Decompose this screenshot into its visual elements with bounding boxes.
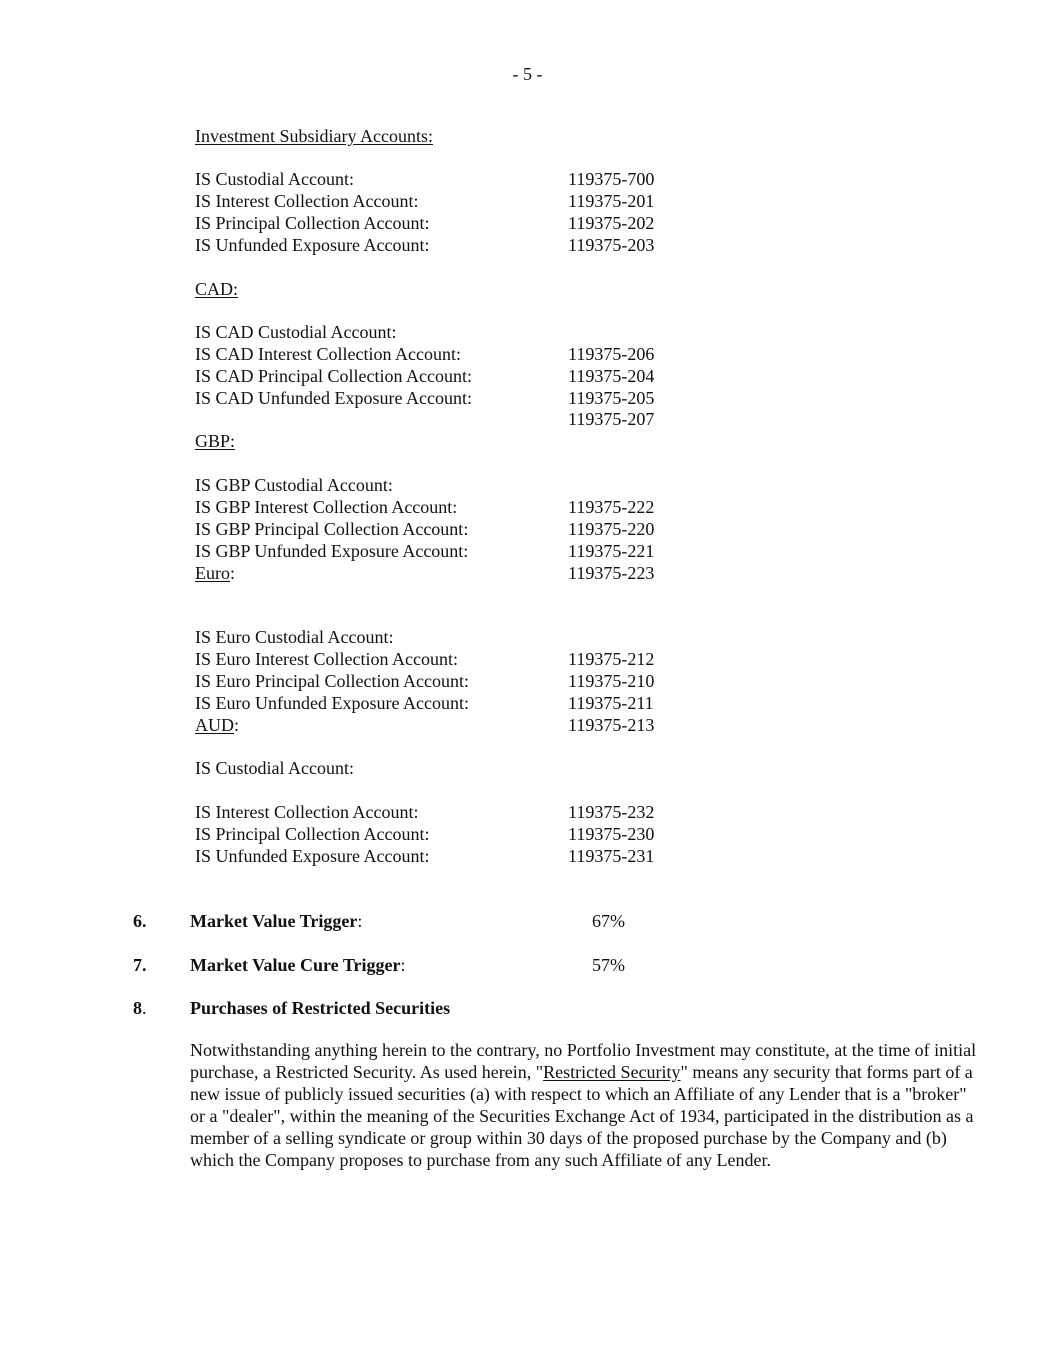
account-label: IS Principal Collection Account: bbox=[195, 824, 430, 844]
section-8-number bbox=[133, 997, 147, 1019]
investment-subsidiary-heading: Investment Subsidiary Accounts: bbox=[195, 126, 433, 146]
account-number: 119375-204 bbox=[568, 366, 655, 386]
account-number: 119375-212 bbox=[568, 649, 655, 669]
account-label: IS Unfunded Exposure Account: bbox=[195, 846, 430, 866]
section-6-title-text: Market Value Trigger bbox=[190, 911, 358, 931]
euro-heading-text: Euro bbox=[195, 563, 230, 583]
account-number: 119375-211 bbox=[568, 693, 654, 713]
section-7-title-colon: : bbox=[400, 955, 406, 975]
account-number: 119375-220 bbox=[568, 519, 655, 539]
account-label: IS GBP Principal Collection Account: bbox=[195, 519, 469, 539]
account-number: 119375-202 bbox=[568, 213, 655, 233]
section-7-value: 57% bbox=[592, 955, 625, 975]
account-number: 119375-232 bbox=[568, 802, 655, 822]
section-6-title-colon: : bbox=[357, 911, 363, 931]
account-label: IS Unfunded Exposure Account: bbox=[195, 235, 430, 255]
account-label: IS GBP Custodial Account: bbox=[195, 475, 393, 495]
account-label: IS CAD Unfunded Exposure Account: bbox=[195, 388, 472, 408]
euro-heading-colon: : bbox=[230, 563, 236, 583]
aud-heading-colon: : bbox=[234, 715, 240, 735]
section-8-number-dot: . bbox=[142, 998, 147, 1018]
account-label: IS Euro Custodial Account: bbox=[195, 627, 394, 647]
defined-term: Restricted Security bbox=[543, 1061, 681, 1082]
cad-heading: CAD: bbox=[195, 279, 239, 299]
section-6-value: 67% bbox=[592, 911, 625, 931]
account-number: 119375-213 bbox=[568, 715, 655, 735]
page-number: - 5 - bbox=[512, 64, 543, 84]
paragraph-text: Notwithstanding anything herein to the contrary, no Portfolio Investment may constitute, at the time of initial purchase, a Restricted Security. As used herein, " bbox=[190, 1040, 977, 1082]
account-number: 119375-205 bbox=[568, 388, 655, 408]
aud-heading bbox=[195, 714, 239, 736]
section-7-number: 7. bbox=[133, 955, 147, 975]
account-label: IS Principal Collection Account: bbox=[195, 213, 430, 233]
section-6-number: 6. bbox=[133, 911, 147, 931]
account-number: 119375-230 bbox=[568, 824, 655, 844]
account-number: 119375-222 bbox=[568, 497, 655, 517]
account-label: IS Euro Principal Collection Account: bbox=[195, 671, 469, 691]
account-label: IS GBP Interest Collection Account: bbox=[195, 497, 458, 517]
section-6-title bbox=[190, 910, 362, 932]
account-label: IS Custodial Account: bbox=[195, 758, 354, 778]
euro-heading bbox=[195, 562, 235, 584]
account-number: 119375-207 bbox=[568, 409, 655, 429]
account-label: IS Euro Unfunded Exposure Account: bbox=[195, 693, 469, 713]
paragraph-text: " means any security that forms part of a new issue of publicly issued securities (a) with respect to which an Affiliate of any Lender that is a "broker" or a "dealer", within the meaning of the Securities Exchange Act of 1934, participated in the distribution as a member of a selling syndicate or group within 30 days of the proposed purchase by the Company and (b) which the Company proposes to purchase from any such Affiliate of any Lender. bbox=[190, 1061, 974, 1170]
account-label: IS Custodial Account: bbox=[195, 169, 354, 189]
section-8-title: Purchases of Restricted Securities bbox=[190, 998, 451, 1018]
account-number: 119375-700 bbox=[568, 169, 655, 189]
account-label: IS Interest Collection Account: bbox=[195, 802, 419, 822]
account-number: 119375-203 bbox=[568, 235, 655, 255]
section-7-title bbox=[190, 954, 406, 976]
account-label: IS Interest Collection Account: bbox=[195, 191, 419, 211]
account-label: IS CAD Principal Collection Account: bbox=[195, 366, 472, 386]
account-label: IS GBP Unfunded Exposure Account: bbox=[195, 541, 469, 561]
account-label: IS Euro Interest Collection Account: bbox=[195, 649, 458, 669]
account-number: 119375-223 bbox=[568, 563, 655, 583]
section-7-title-text: Market Value Cure Trigger bbox=[190, 955, 401, 975]
account-number: 119375-210 bbox=[568, 671, 655, 691]
account-number: 119375-221 bbox=[568, 541, 655, 561]
aud-heading-text: AUD bbox=[195, 715, 234, 735]
gbp-heading: GBP: bbox=[195, 431, 236, 451]
account-number: 119375-201 bbox=[568, 191, 655, 211]
section-8-paragraph bbox=[190, 1040, 985, 1171]
account-label: IS CAD Custodial Account: bbox=[195, 322, 397, 342]
account-number: 119375-206 bbox=[568, 344, 655, 364]
section-8-number-digit: 8 bbox=[133, 998, 142, 1018]
account-label: IS CAD Interest Collection Account: bbox=[195, 344, 461, 364]
account-number: 119375-231 bbox=[568, 846, 655, 866]
